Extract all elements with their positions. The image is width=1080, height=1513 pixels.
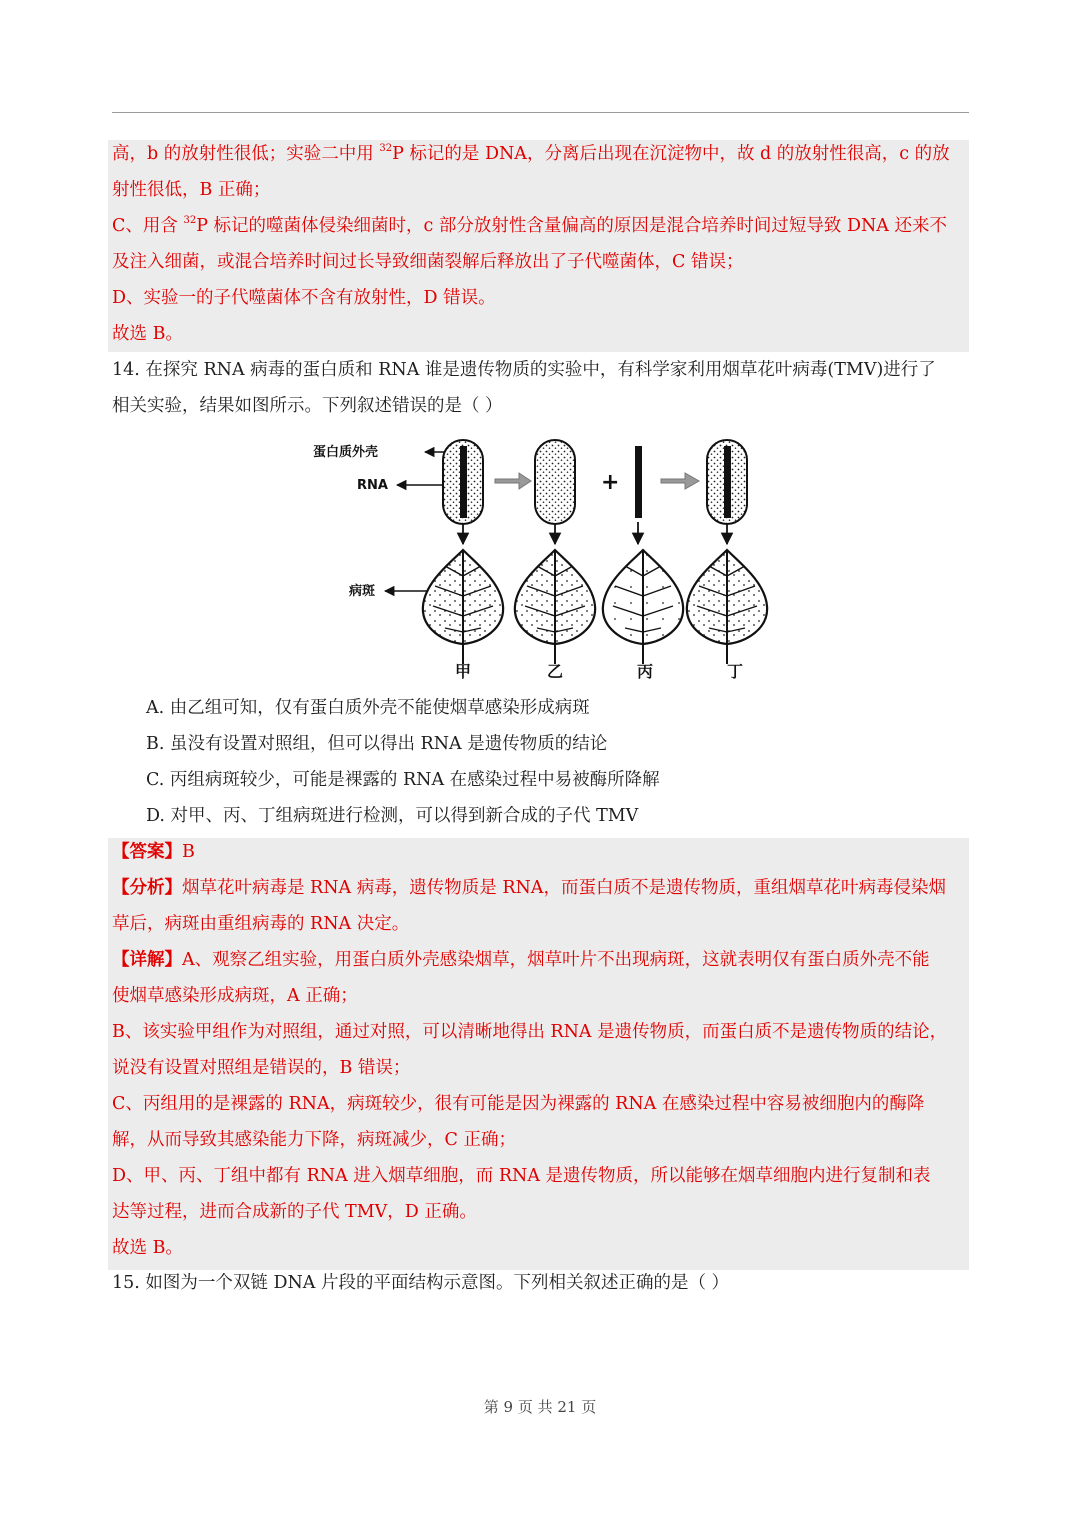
plus-sign: +	[601, 470, 620, 495]
q14-option-a: A. 由乙组可知，仅有蛋白质外壳不能使烟草感染形成病斑	[146, 698, 590, 718]
q14-stem-line-2: 相关实验，结果如图所示。下列叙述错误的是（ ）	[112, 396, 503, 416]
q15-stem: 15. 如图为一个双链 DNA 片段的平面结构示意图。下列相关叙述正确的是（ ）	[112, 1273, 730, 1293]
answer-1-line-6: 故选 B。	[112, 324, 183, 344]
analysis-tag: 【分析】	[112, 878, 182, 898]
q14-option-c: C. 丙组病斑较少，可能是裸露的 RNA 在感染过程中易被酶所降解	[146, 770, 660, 790]
answer-2-detail-line-5: C、丙组用的是裸露的 RNA，病斑较少，很有可能是因为裸露的 RNA 在感染过程中容易被细胞内的酶降	[112, 1094, 925, 1114]
answer-2-analysis-line-2: 草后，病斑由重组病毒的 RNA 决定。	[112, 914, 410, 934]
answer-2-detail-line-1: 【详解】A、观察乙组实验，用蛋白质外壳感染烟草，烟草叶片不出现病斑，这就表明仅有蛋白质外壳不能	[112, 950, 930, 970]
answer-1-line-5: D、实验一的子代噬菌体不含有放射性，D 错误。	[112, 288, 496, 308]
arrow-separate-icon	[495, 473, 531, 489]
answer-1-line-3: C、用含 $^{32}$P 标记的噬菌体侵染细菌时，c 部分放射性含量偏高的原因是混合培养时间过短导致 DNA 还来不	[112, 215, 947, 236]
answer-2-answer-line	[112, 844, 195, 862]
label-lesion: 病斑	[349, 584, 376, 599]
answer-2-detail-line-7: D、甲、丙、丁组中都有 RNA 进入烟草细胞，而 RNA 是遗传物质，所以能够在烟草细胞内进行复制和表	[112, 1166, 931, 1186]
virus-ding	[707, 440, 747, 524]
answer-2-final-line: 故选 B。	[112, 1238, 183, 1258]
answer-2-analysis-line-1: 【分析】烟草花叶病毒是 RNA 病毒，遗传物质是 RNA，而蛋白质不是遗传物质，重组烟草花叶病毒侵染烟	[112, 878, 946, 898]
leaf-jia	[423, 550, 503, 664]
leaf-yi	[515, 550, 595, 664]
answer-block-1-background	[108, 140, 969, 352]
answer-1-line-1: 高，b 的放射性很低；实验二中用 $^{32}$P 标记的是 DNA，分离后出现在沉淀物中，故 d 的放射性很高，c 的放	[112, 143, 950, 164]
tmv-experiment-figure	[305, 432, 785, 684]
answer-2-detail-line-6: 解，从而导致其感染能力下降，病斑减少，C 正确；	[112, 1130, 516, 1150]
q14-stem-line-1: 14. 在探究 RNA 病毒的蛋白质和 RNA 谁是遗传物质的实验中，有科学家利用烟草花叶病毒(TMV)进行了	[112, 360, 936, 380]
answer-2-detail-line-4: 说没有设置对照组是错误的，B 错误；	[112, 1058, 411, 1078]
answer-1-line-4: 及注入细菌，或混合培养时间过长导致细菌裂解后释放出了子代噬菌体，C 错误；	[112, 252, 744, 272]
arrow-recombine-icon	[661, 473, 699, 489]
answer-2-detail-line-3: B、该实验甲组作为对照组，通过对照，可以清晰地得出 RNA 是遗传物质，而蛋白质不是遗传物质的结论，	[112, 1022, 948, 1042]
virus-bing-rna	[635, 446, 642, 518]
label-capsid: 蛋白质外壳	[313, 445, 379, 460]
virus-jia	[443, 440, 483, 524]
group-label-yi: 乙	[547, 662, 564, 681]
page-footer: 第 9 页 共 21 页	[483, 1398, 597, 1416]
answer-tag: 【答案】	[112, 842, 182, 862]
answer-1-line-2: 射性很低，B 正确；	[112, 180, 271, 200]
group-label-jia: 甲	[455, 662, 472, 681]
virus-yi-capsid	[535, 440, 575, 524]
answer-2-detail-line-2: 使烟草感染形成病斑，A 正确；	[112, 986, 358, 1006]
answer-value: B	[182, 842, 195, 862]
header-rule	[112, 112, 969, 113]
answer-2-detail-line-8: 达等过程，进而合成新的子代 TMV，D 正确。	[112, 1202, 477, 1222]
leaf-bing	[603, 550, 683, 664]
q14-option-b: B. 虽没有设置对照组，但可以得出 RNA 是遗传物质的结论	[146, 734, 608, 754]
detail-tag: 【详解】	[112, 950, 182, 970]
q14-option-d: D. 对甲、丙、丁组病斑进行检测，可以得到新合成的子代 TMV	[146, 806, 639, 826]
group-label-ding: 丁	[727, 662, 744, 681]
label-rna: RNA	[357, 478, 388, 493]
group-label-bing: 丙	[637, 662, 654, 681]
leaf-ding	[687, 550, 767, 664]
